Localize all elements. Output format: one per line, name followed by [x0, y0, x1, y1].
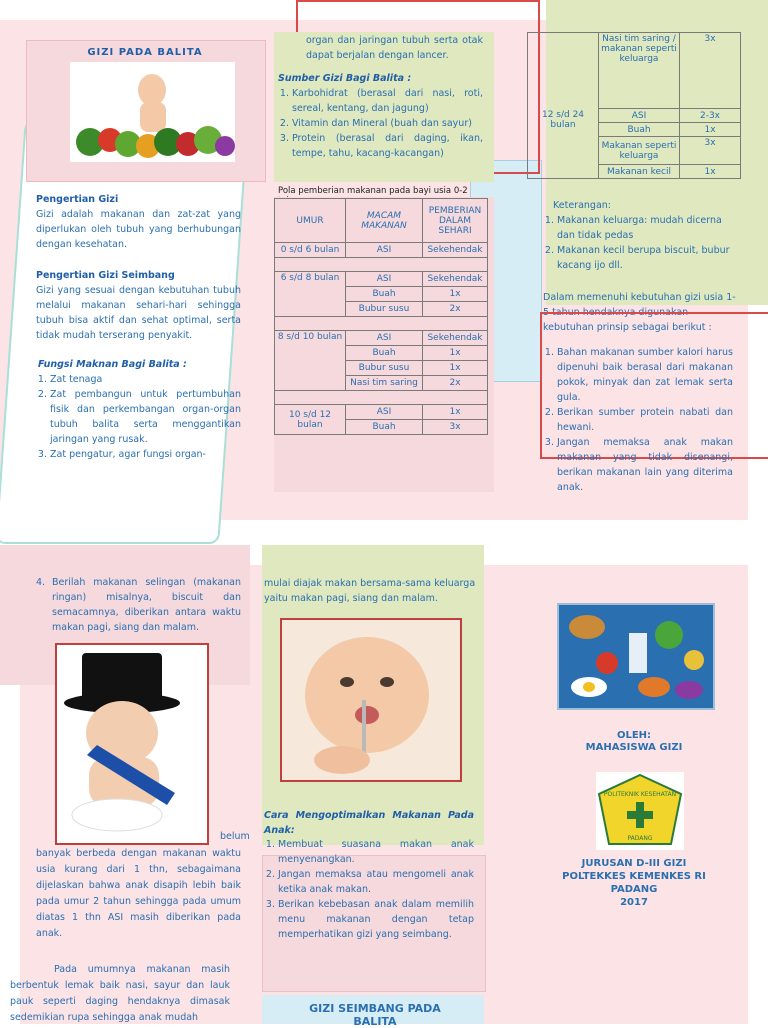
list-item: 2. Vitamin dan Mineral (buah dan sayur) — [292, 116, 483, 131]
item4-number: 4. — [36, 577, 46, 588]
pola-title: Pola pemberian makanan pada bayi usia 0-2 — [278, 186, 468, 196]
table-cell: Makanan seperti keluarga — [599, 137, 680, 165]
table-cell: Sekehendak — [423, 243, 488, 258]
table-cell: Makanan kecil — [599, 165, 680, 179]
panel2-top-content — [278, 33, 483, 161]
panel1-title: GIZI PADA BALITA — [87, 47, 203, 58]
list-item: 3. Jangan memaksa anak makan makanan yang tidak disenangi, berikan makanan lain yang diterima anak. — [557, 435, 733, 495]
text-gizi-seimbang: Gizi yang sesuai dengan kebutuhan tubuh melalui makanan sehari-hari sehingga tubuh bisa aktif dan sehat optimal, serta tidak mudah terserang penyakit. — [36, 285, 241, 341]
list-item: 1. Makanan keluarga: mudah dicerna dan tidak pedas — [557, 213, 733, 243]
baby-top-hat-photo — [55, 643, 209, 845]
table-cell: Sekehendak — [423, 331, 488, 346]
list-item: 1. Bahan makanan sumber kalori harus dipenuhi baik berasal dari makanan pokok, minyak dan zat lemak serta gula. — [557, 345, 733, 405]
logo-top-text: POLITEKNIK KESEHATAN — [603, 791, 677, 798]
text-memenuhi: Dalam memenuhi kebutuhan gizi usia 1-5 tahun hendaknya digunakan kebutuhan prinsip sebagai berikut : — [543, 292, 736, 333]
oleh-label: OLEH: — [616, 730, 652, 741]
list-item: 2. Makanan kecil berupa biscuit, bubur kacang ijo dll. — [557, 243, 733, 273]
th-pemberian: PEMBERIAN DALAM SEHARI — [423, 199, 488, 243]
list-item: 2. Jangan memaksa atau mengomeli anak ketika anak makan. — [278, 867, 474, 897]
panel1-content — [36, 192, 241, 462]
table-cell: 3x — [423, 420, 488, 435]
list-item: 1. Karbohidrat (berasal dari nasi, roti, sereal, kentang, dan jagung) — [292, 86, 483, 116]
table-cell: Nasi tim saring — [346, 376, 423, 391]
table-cell — [275, 317, 488, 331]
table-cell: ASI — [346, 331, 423, 346]
baby-spoon-photo — [280, 618, 462, 782]
panel4-item4 — [36, 575, 241, 635]
table-cell: 2-3x — [680, 109, 741, 123]
vegetables-baby-image — [70, 62, 235, 162]
list-item: 3. Berikan kebebasan anak dalam memilih menu makanan dengan tetap memperhatikan gizi yang seimbang. — [278, 897, 474, 942]
table-cell: 12 s/d 24 bulan — [528, 109, 599, 179]
table-cell: 3x — [680, 137, 741, 165]
item4-text: Berilah makanan selingan (makanan ringan) misalnya, biscuit dan semacamnya, diberikan antara waktu makan pagi, siang dan malam. — [52, 577, 241, 633]
text-continuation: organ dan jaringan tubuh serta otak dapat berjalan dengan lancer. — [306, 35, 483, 61]
panel5-cara-list — [264, 837, 474, 942]
poltekkes-text: POLTEKKES KEMENKES RI — [562, 871, 706, 882]
table-cell: Buah — [346, 346, 423, 361]
list-item: 3. Protein (berasal dari daging, ikan, tempe, tahu, kacang-kacangan) — [292, 131, 483, 161]
list-item: 1. Zat tenaga — [50, 372, 241, 387]
keterangan-label: Keterangan: — [553, 200, 611, 211]
table-cell: Bubur susu — [346, 361, 423, 376]
institution-block — [545, 857, 723, 909]
table-cell: Buah — [346, 287, 423, 302]
panel3-keterangan — [543, 198, 733, 273]
heading-fungsi-makanan: Fungsi Maknan Bagi Balita : — [38, 359, 187, 370]
poltekkes-logo — [596, 772, 684, 850]
list-keterangan — [543, 213, 733, 273]
table-cell: Sekehendak — [423, 272, 488, 287]
list-item: 3. Zat pengatur, agar fungsi organ- — [50, 447, 241, 462]
table-cell: 3x — [680, 33, 741, 109]
th-macam-makanan: MACAM MAKANAN — [346, 199, 423, 243]
panel4-para1: banyak berbeda dengan makanan waktu usia kurang dari 1 thn, sebagaimana dijelaskan bahwa anak disapih lebih baik pada umur 2 tahun sehingga pada umum diatas 1 thn ASI masih diberikan pada anak. — [36, 848, 241, 939]
panel4-para2: Pada umumnya makanan masih berbentuk lemak baik nasi, sayur dan lauk pauk seperti daging hendaknya dimasak sedemikian rupa sehingga anak mudah — [10, 964, 230, 1023]
tahun-text: 2017 — [620, 897, 648, 908]
table-cell: 1x — [680, 165, 741, 179]
table-12-24-bulan — [527, 32, 741, 179]
th-umur: UMUR — [275, 199, 346, 243]
text-belum: belum — [220, 831, 250, 842]
table-cell — [528, 33, 599, 109]
heading-pengertian-gizi: Pengertian Gizi — [36, 194, 119, 205]
table-cell: 0 s/d 6 bulan — [275, 243, 346, 258]
table-cell: ASI — [346, 243, 423, 258]
table-cell: 1x — [680, 123, 741, 137]
table-cell: Bubur susu — [346, 302, 423, 317]
logo-bottom-text: PADANG — [627, 835, 653, 842]
heading-sumber-gizi: Sumber Gizi Bagi Balita : — [278, 73, 412, 84]
table-cell — [275, 391, 488, 405]
table-cell: 6 s/d 8 bulan — [275, 272, 346, 317]
panel5-top-text: mulai diajak makan bersama-sama keluarga yaitu makan pagi, siang dan malam. — [264, 578, 476, 604]
list-item: 2. Zat pembangun untuk pertumbuhan fisik dan perkembangan organ-organ tubuh balita serta menggantikan jaringan yang rusak. — [50, 387, 241, 447]
list-sumber-gizi — [278, 86, 483, 161]
table-cell: ASI — [599, 109, 680, 123]
table-cell: 8 s/d 10 bulan — [275, 331, 346, 391]
panel5-cara — [264, 808, 474, 838]
table-cell: Buah — [599, 123, 680, 137]
table-cell: ASI — [346, 272, 423, 287]
table-cell: 10 s/d 12 bulan — [275, 405, 346, 435]
table-cell: Nasi tim saring / makanan seperti keluarga — [599, 33, 680, 109]
table-cell: 1x — [423, 346, 488, 361]
table-cell — [275, 258, 488, 272]
list-fungsi — [36, 372, 241, 462]
text-pengertian-gizi: Gizi adalah makanan dan zat-zat yang diperlukan oleh tubuh yang berhubungan dengan kesehatan. — [36, 209, 241, 250]
table-cell: 1x — [423, 405, 488, 420]
list-item: 1. Membuat suasana makan anak menyenangkan. — [278, 837, 474, 867]
table-cell: 1x — [423, 361, 488, 376]
table-cell: 2x — [423, 376, 488, 391]
jurusan-text: JURUSAN D-III GIZI — [581, 858, 687, 869]
mahasiswa-label: MAHASISWA GIZI — [585, 742, 683, 753]
table-pola-makan — [274, 198, 488, 435]
heading-cara: Cara Mengoptimalkan Makanan Pada Anak: — [264, 810, 474, 836]
kota-text: PADANG — [610, 884, 658, 895]
table-cell: 2x — [423, 302, 488, 317]
list-cara — [264, 837, 474, 942]
heading-gizi-seimbang: Pengertian Gizi Seimbang — [36, 270, 175, 281]
list-prinsip — [543, 345, 733, 495]
food-illustration — [557, 603, 715, 710]
bottom-title: GIZI SEIMBANG PADA BALITA — [309, 1002, 441, 1028]
table-cell: Buah — [346, 420, 423, 435]
table-cell: ASI — [346, 405, 423, 420]
list-item: 2. Berikan sumber protein nabati dan hewani. — [557, 405, 733, 435]
table-cell: 1x — [423, 287, 488, 302]
panel3-prinsip — [543, 345, 733, 495]
